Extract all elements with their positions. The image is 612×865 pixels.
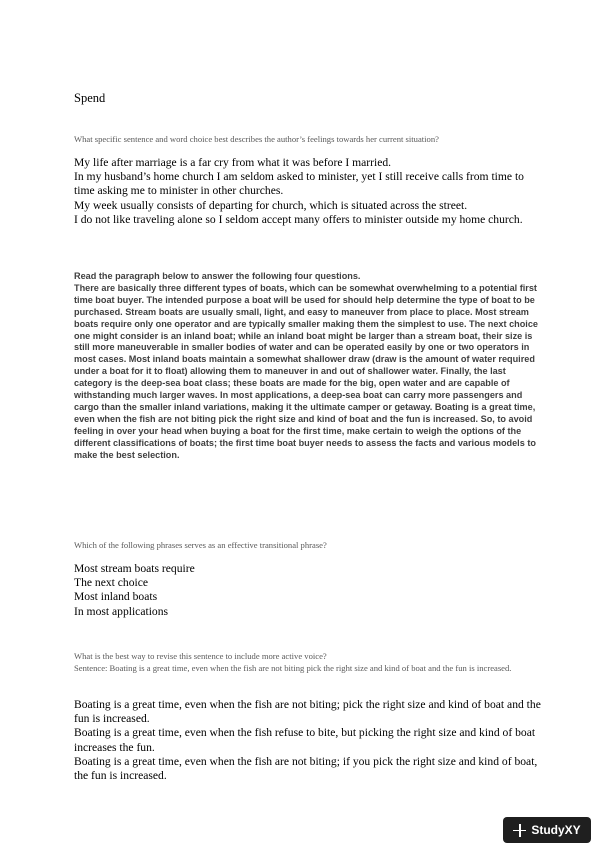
q3-option: Boating is a great time, even when the fish refuse to bite, but picking the right size and kind of boat increases the fun.: [74, 726, 536, 754]
q3-option: Boating is a great time, even when the fish are not biting; pick the right size and kind of boat and the fun is increased.: [74, 698, 541, 726]
q1-option: My week usually consists of departing for church, which is situated across the street.: [74, 198, 468, 212]
word-heading: Spend: [74, 91, 106, 105]
logo-text: StudyXY: [531, 823, 581, 837]
q1-options: [74, 156, 542, 227]
q1-option: I do not like traveling alone so I seldom accept many offers to minister outside my home church.: [74, 212, 523, 226]
q3-option: Boating is a great time, even when the fish are not biting; if you pick the right size and kind of boat, the fun is increased.: [74, 754, 538, 783]
plus-icon: [513, 824, 526, 837]
q2-option: In most applications: [74, 604, 169, 618]
q2-option: Most inland boats: [74, 590, 158, 604]
passage-body: There are basically three different types of boats, which can be somewhat overwhelming to a potential first time boat buyer. The intended purpose a boat will be used for should help determine the type of boat to be purchased. Stream boats are usually small, light, and easy to maneuver from place to place. Most stream boats require only one operator and are typically smaller making them the simplest to use. The next choice one might consider is an inland boat; while an inland boat might be larger than a stream boat, their size is still more maneuverable in smaller bodies of water and can be operated easily by one or two operators in most cases. Most inland boats maintain a somewhat shallower draw (draw is the amount of water required under a boat for it to float) allowing them to maneuver in and out of shallower water. Finally, the last category is the deep-sea boat class; these boats are made for the big, open water and are capable of withstanding much larger waves. In most applications, a deep-sea boat can carry more passengers and cargo than the smaller inland variations, making it the ultimate camper or getaway. Boating is a great time, even when the fish are not biting pick the right size and kind of boat and the fun is increased. So, to avoid feeling in over your head when buying a boat for the first time, make certain to weigh the options of the different classifications of boats; the first time boat buyer needs to assess the facts and various models to make the best selection.: [74, 282, 538, 460]
q2-option: Most stream boats require: [74, 562, 195, 575]
passage-intro: Read the paragraph below to answer the following four questions.: [74, 271, 361, 281]
q1-option: My life after marriage is a far cry from what it was before I married.: [74, 156, 392, 169]
q2-option: The next choice: [74, 576, 149, 590]
studyxy-logo[interactable]: [503, 817, 591, 843]
q3-options: [74, 698, 542, 783]
q2-question: Which of the following phrases serves as an effective transitional phrase?: [74, 540, 327, 550]
reading-passage: [74, 271, 544, 462]
q3-sentence: Sentence: Boating is a great time, even when the fish are not biting pick the right size and kind of boat and the fun is increased.: [74, 663, 512, 673]
q1-option: In my husband’s home church I am seldom asked to minister, yet I still receive calls from time to time asking me to minister in other churches.: [74, 170, 524, 198]
q2-options: [74, 562, 542, 619]
q1-question: What specific sentence and word choice best describes the author’s feelings towards her current situation?: [74, 134, 439, 144]
q3-question: What is the best way to revise this sentence to include more active voice?: [74, 651, 327, 661]
